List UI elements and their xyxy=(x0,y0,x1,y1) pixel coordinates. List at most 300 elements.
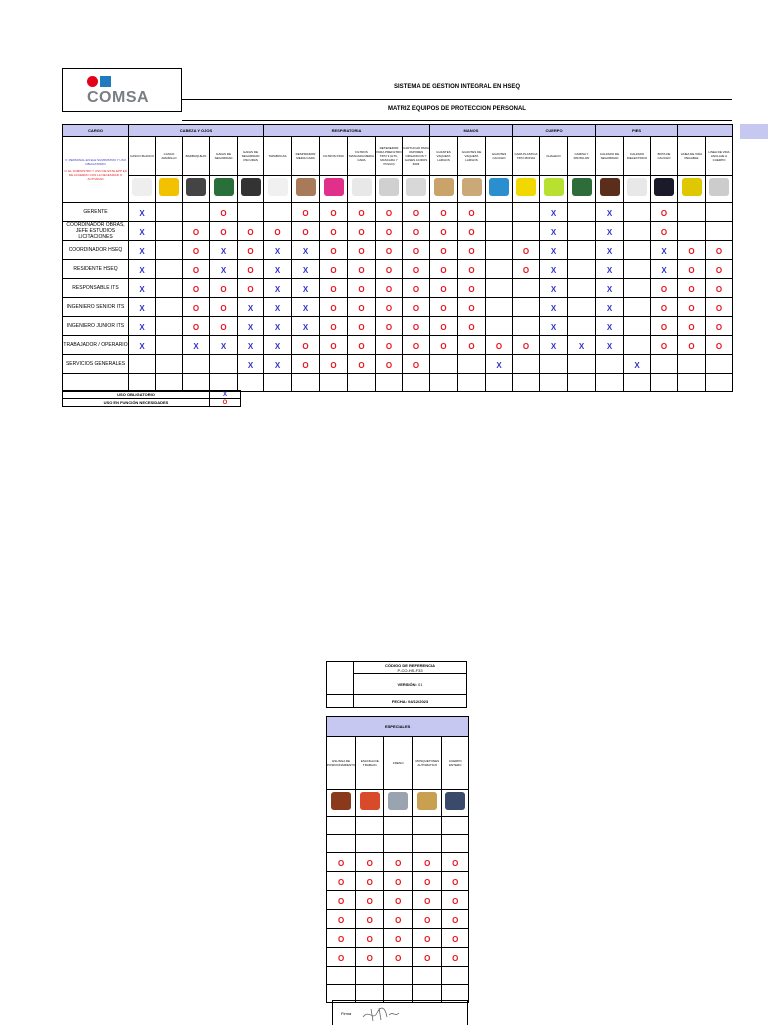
mandatory-mark: X xyxy=(634,361,640,370)
equipment-icon xyxy=(516,178,536,196)
ref-version-value: 01 xyxy=(418,681,423,687)
matrix-cell xyxy=(320,222,348,241)
special-cell xyxy=(413,948,442,967)
optional-mark: O xyxy=(366,935,373,944)
mandatory-mark: X xyxy=(550,304,557,313)
matrix-cell xyxy=(596,336,624,355)
matrix-cell xyxy=(210,374,238,392)
special-cell xyxy=(356,872,384,891)
matrix-cell xyxy=(651,241,678,260)
matrix-cell xyxy=(376,317,403,336)
mandatory-mark: X xyxy=(193,342,199,351)
special-cell xyxy=(327,872,356,891)
optional-mark: O xyxy=(452,878,459,887)
equipment-name: CARTUCHO PARA VAPORES ORGANICOS Y GASES ACIDOS 6003 xyxy=(403,137,430,176)
optional-mark: O xyxy=(412,304,420,313)
legend-note-mandatory: X: PERSONAL EN ELE SUMINISTRO Y USO OBLIGATORIO xyxy=(64,158,127,166)
equipment-icon-cell xyxy=(540,176,568,203)
special-cell xyxy=(384,817,413,835)
optional-mark: O xyxy=(247,266,254,275)
special-cell xyxy=(413,891,442,910)
matrix-cell xyxy=(320,298,348,317)
equipment-name: FILTROS MASCARA MEDIA CARA xyxy=(348,137,376,176)
role-row xyxy=(63,336,733,355)
matrix-cell xyxy=(568,279,596,298)
special-cell xyxy=(384,835,413,853)
matrix-cell xyxy=(348,336,376,355)
matrix-cell xyxy=(183,203,210,222)
optional-mark: O xyxy=(395,916,402,925)
special-cell xyxy=(442,929,469,948)
equipment-icon xyxy=(682,178,702,196)
optional-mark: O xyxy=(660,285,668,294)
mandatory-mark: X xyxy=(606,209,613,218)
matrix-cell xyxy=(624,336,651,355)
matrix-cell xyxy=(596,317,624,336)
equipment-icon xyxy=(627,178,647,196)
mandatory-mark: X xyxy=(139,266,145,275)
optional-mark: O xyxy=(715,285,723,294)
equipment-name: CAMISA Y PANTALON xyxy=(568,137,596,176)
optional-mark: O xyxy=(468,323,475,332)
matrix-cell xyxy=(376,374,403,392)
special-cell xyxy=(442,948,469,967)
matrix-cell xyxy=(210,317,238,336)
optional-mark: O xyxy=(220,285,227,294)
optional-mark: O xyxy=(660,228,668,237)
matrix-cell xyxy=(678,355,706,374)
matrix-cell xyxy=(292,241,320,260)
matrix-cell xyxy=(651,203,678,222)
matrix-cell xyxy=(320,260,348,279)
matrix-cell xyxy=(540,355,568,374)
optional-mark: O xyxy=(440,304,447,313)
legend-mark: O xyxy=(222,399,228,406)
matrix-cell xyxy=(678,260,706,279)
special-cell xyxy=(413,929,442,948)
matrix-cell xyxy=(129,260,156,279)
matrix-cell xyxy=(129,336,156,355)
role-row xyxy=(63,222,733,241)
special-cell xyxy=(327,929,356,948)
special-cell xyxy=(356,853,384,872)
matrix-cell xyxy=(403,355,430,374)
equipment-name: CALZADO DIELECTRICO xyxy=(624,137,651,176)
equipment-icon xyxy=(268,178,288,196)
special-cell xyxy=(327,967,356,985)
equipment-icon xyxy=(544,178,564,196)
mandatory-mark: X xyxy=(247,361,254,370)
equipment-icon-cell xyxy=(348,176,376,203)
optional-mark: O xyxy=(452,954,459,963)
matrix-cell xyxy=(458,317,486,336)
matrix-cell xyxy=(156,374,183,392)
matrix-cell xyxy=(156,279,183,298)
optional-mark: O xyxy=(715,247,723,256)
legend-mark-cell xyxy=(210,391,241,399)
special-equipment-icon xyxy=(331,792,351,810)
role-name: GERENTE xyxy=(63,203,129,222)
optional-mark: O xyxy=(395,897,402,906)
matrix-cell xyxy=(292,298,320,317)
document-reference-table xyxy=(326,661,467,708)
role-row xyxy=(63,260,733,279)
mandatory-mark: X xyxy=(550,285,557,294)
equipment-icon-cell xyxy=(458,176,486,203)
mandatory-mark: X xyxy=(302,304,309,313)
special-cell xyxy=(327,817,356,835)
legend-label: USO EN FUNCIÓN NECESIDADES xyxy=(63,399,210,407)
matrix-cell xyxy=(624,317,651,336)
matrix-cell xyxy=(513,222,540,241)
matrix-cell xyxy=(568,222,596,241)
matrix-cell xyxy=(129,241,156,260)
optional-mark: O xyxy=(688,342,695,351)
matrix-cell xyxy=(403,260,430,279)
optional-mark: O xyxy=(424,916,431,925)
matrix-cell xyxy=(651,355,678,374)
matrix-cell xyxy=(596,355,624,374)
matrix-cell xyxy=(348,222,376,241)
optional-mark: O xyxy=(330,266,337,275)
signature-icon xyxy=(361,1005,401,1023)
special-cell xyxy=(384,853,413,872)
optional-mark: O xyxy=(338,916,345,925)
equipment-name: CHALECO xyxy=(540,137,568,176)
matrix-cell xyxy=(238,355,264,374)
matrix-cell xyxy=(486,222,513,241)
special-cell xyxy=(442,817,469,835)
equipment-icon-cell xyxy=(320,176,348,203)
matrix-cell xyxy=(458,374,486,392)
document-header xyxy=(182,68,732,122)
matrix-cell xyxy=(513,241,540,260)
mandatory-mark: X xyxy=(550,266,557,275)
special-cell xyxy=(327,891,356,910)
special-cell xyxy=(356,929,384,948)
special-equipment-icon xyxy=(388,792,408,810)
optional-mark: O xyxy=(440,247,447,256)
matrix-cell xyxy=(568,355,596,374)
special-row xyxy=(327,835,469,853)
equipment-name: BOTA DE CAUCHO xyxy=(651,137,678,176)
matrix-cell xyxy=(210,355,238,374)
equipment-icon xyxy=(324,178,344,196)
epp-matrix-table xyxy=(62,124,733,392)
equipment-icon xyxy=(572,178,592,196)
optional-mark: O xyxy=(385,285,393,294)
matrix-cell xyxy=(540,317,568,336)
optional-mark: O xyxy=(192,304,200,313)
matrix-cell xyxy=(458,241,486,260)
optional-mark: O xyxy=(385,228,393,237)
optional-mark: O xyxy=(330,304,337,313)
optional-mark: O xyxy=(424,935,431,944)
equipment-icon-cell xyxy=(129,176,156,203)
mandatory-mark: X xyxy=(606,228,613,237)
role-row xyxy=(63,374,733,392)
optional-mark: O xyxy=(395,859,402,868)
matrix-cell xyxy=(292,374,320,392)
equipment-icon xyxy=(296,178,316,196)
equipment-icon-cell xyxy=(183,176,210,203)
special-cell xyxy=(442,872,469,891)
matrix-cell xyxy=(706,317,733,336)
matrix-cell xyxy=(678,203,706,222)
role-name: TRABAJADOR / OPERARIO xyxy=(63,336,129,355)
matrix-cell xyxy=(540,203,568,222)
matrix-cell xyxy=(264,374,292,392)
mandatory-mark: X xyxy=(302,247,309,256)
matrix-cell xyxy=(348,317,376,336)
special-equipment-icon xyxy=(445,792,465,810)
optional-mark: O xyxy=(688,304,695,313)
matrix-cell xyxy=(678,241,706,260)
matrix-cell xyxy=(210,260,238,279)
optional-mark: O xyxy=(358,323,365,332)
matrix-cell xyxy=(376,241,403,260)
role-name xyxy=(63,374,129,392)
special-category-header: ESPECIALES xyxy=(327,717,469,737)
optional-mark: O xyxy=(220,304,227,313)
matrix-cell xyxy=(264,203,292,222)
matrix-cell xyxy=(183,222,210,241)
mandatory-mark: X xyxy=(274,285,281,294)
matrix-cell xyxy=(513,260,540,279)
special-icon-cell xyxy=(327,790,356,817)
optional-mark: O xyxy=(688,247,695,256)
mandatory-mark: X xyxy=(550,209,557,218)
matrix-cell xyxy=(540,260,568,279)
matrix-cell xyxy=(513,203,540,222)
equipment-name: FILTROS P100 xyxy=(320,137,348,176)
matrix-cell xyxy=(264,355,292,374)
matrix-cell xyxy=(264,317,292,336)
matrix-cell xyxy=(596,374,624,392)
optional-mark: O xyxy=(412,361,420,370)
matrix-cell xyxy=(513,336,540,355)
matrix-cell xyxy=(129,279,156,298)
optional-mark: O xyxy=(660,323,668,332)
equipment-icon xyxy=(600,178,620,196)
role-name: RESPONSABLE ITS xyxy=(63,279,129,298)
logo-text: COMSA xyxy=(87,89,150,106)
equipment-icon-cell xyxy=(156,176,183,203)
matrix-cell xyxy=(292,317,320,336)
signature-label: Firma xyxy=(341,1011,352,1016)
matrix-cell xyxy=(458,336,486,355)
mandatory-mark: X xyxy=(606,285,613,294)
special-equipment-icon xyxy=(360,792,380,810)
special-equipment-icon xyxy=(417,792,437,810)
matrix-cell xyxy=(540,279,568,298)
matrix-cell xyxy=(210,203,238,222)
equipment-icon-cell xyxy=(596,176,624,203)
mandatory-mark: X xyxy=(139,228,145,237)
legend-row xyxy=(63,391,241,399)
matrix-cell xyxy=(210,298,238,317)
equipment-icon xyxy=(379,178,399,196)
equipment-icon xyxy=(709,178,729,196)
special-icon-cell xyxy=(413,790,442,817)
role-name: INGENIERO SENIOR ITS xyxy=(63,298,129,317)
legend-row xyxy=(63,399,241,407)
optional-mark: O xyxy=(330,209,337,218)
matrix-cell xyxy=(403,317,430,336)
matrix-cell xyxy=(320,374,348,392)
equipment-icon-cell xyxy=(292,176,320,203)
matrix-cell xyxy=(320,279,348,298)
matrix-cell xyxy=(183,317,210,336)
matrix-cell xyxy=(348,298,376,317)
matrix-cell xyxy=(678,336,706,355)
matrix-cell xyxy=(403,222,430,241)
optional-mark: O xyxy=(468,209,475,218)
role-name: INGENIERO JUNIOR ITS xyxy=(63,317,129,336)
equipment-name: CALZADO DE SEGURIDAD xyxy=(596,137,624,176)
optional-mark: O xyxy=(395,878,402,887)
matrix-cell xyxy=(403,279,430,298)
matrix-cell xyxy=(430,336,458,355)
matrix-cell xyxy=(376,222,403,241)
optional-mark: O xyxy=(424,897,431,906)
ref-code-value: P-CO-HS-F33 xyxy=(397,667,423,673)
matrix-cell xyxy=(348,355,376,374)
optional-mark: O xyxy=(468,304,475,313)
company-logo xyxy=(62,68,182,112)
optional-mark: O xyxy=(220,228,227,237)
special-cell xyxy=(442,910,469,929)
role-name: COORDINADOR HSEQ xyxy=(63,241,129,260)
matrix-cell xyxy=(651,260,678,279)
special-cell xyxy=(384,910,413,929)
special-equipment-name: ESLINGA DE TRABAJO xyxy=(356,737,384,790)
optional-mark: O xyxy=(385,342,393,351)
matrix-cell xyxy=(596,203,624,222)
optional-mark: O xyxy=(412,342,420,351)
optional-mark: O xyxy=(715,304,723,313)
matrix-cell xyxy=(348,241,376,260)
matrix-cell xyxy=(320,241,348,260)
matrix-cell xyxy=(430,279,458,298)
optional-mark: O xyxy=(440,209,447,218)
matrix-cell xyxy=(376,203,403,222)
optional-mark: O xyxy=(385,304,393,313)
matrix-cell xyxy=(706,260,733,279)
equipment-icon xyxy=(214,178,234,196)
matrix-cell xyxy=(156,203,183,222)
matrix-cell xyxy=(540,241,568,260)
matrix-cell xyxy=(238,336,264,355)
special-cell xyxy=(413,910,442,929)
matrix-cell xyxy=(430,317,458,336)
matrix-cell xyxy=(183,260,210,279)
matrix-cell xyxy=(376,279,403,298)
matrix-cell xyxy=(376,260,403,279)
optional-mark: O xyxy=(424,878,431,887)
side-tab xyxy=(740,124,768,139)
special-cell xyxy=(384,948,413,967)
ref-version-cell xyxy=(354,674,467,695)
matrix-cell xyxy=(238,260,264,279)
equipment-icon xyxy=(186,178,206,196)
optional-mark: O xyxy=(468,285,475,294)
optional-mark: O xyxy=(338,859,345,868)
optional-mark: O xyxy=(385,323,393,332)
matrix-cell xyxy=(183,355,210,374)
equipment-icon-cell xyxy=(210,176,238,203)
equipment-name: GAFAS DE SEGURIDAD OSCURAS xyxy=(238,137,264,176)
matrix-cell xyxy=(706,203,733,222)
mandatory-mark: X xyxy=(550,247,557,256)
optional-mark: O xyxy=(302,209,309,218)
matrix-cell xyxy=(706,336,733,355)
mandatory-mark: X xyxy=(302,266,309,275)
matrix-cell xyxy=(210,222,238,241)
mandatory-mark: X xyxy=(661,247,667,256)
optional-mark: O xyxy=(358,361,365,370)
matrix-cell xyxy=(403,203,430,222)
matrix-cell xyxy=(238,279,264,298)
special-cell xyxy=(356,910,384,929)
matrix-cell xyxy=(596,298,624,317)
optional-mark: O xyxy=(192,247,200,256)
role-row xyxy=(63,241,733,260)
matrix-cell xyxy=(651,279,678,298)
matrix-cell xyxy=(458,203,486,222)
matrix-cell xyxy=(568,298,596,317)
matrix-cell xyxy=(430,374,458,392)
optional-mark: O xyxy=(330,361,337,370)
optional-mark: O xyxy=(412,247,420,256)
matrix-cell xyxy=(540,298,568,317)
matrix-cell xyxy=(706,374,733,392)
category-header: MANOS xyxy=(430,125,513,137)
matrix-cell xyxy=(156,222,183,241)
optional-mark: O xyxy=(452,916,459,925)
matrix-cell xyxy=(706,279,733,298)
special-cell xyxy=(384,929,413,948)
equipment-name: BARBUQUEJO xyxy=(183,137,210,176)
category-header xyxy=(678,125,733,137)
special-row xyxy=(327,853,469,872)
special-names-row xyxy=(327,737,469,790)
matrix-cell xyxy=(624,374,651,392)
optional-mark: O xyxy=(468,342,475,351)
optional-mark: O xyxy=(220,323,227,332)
matrix-cell xyxy=(540,336,568,355)
special-cell xyxy=(356,948,384,967)
optional-mark: O xyxy=(688,285,695,294)
legend-mark: X xyxy=(222,391,227,398)
equipment-icon-cell xyxy=(430,176,458,203)
special-cell xyxy=(327,835,356,853)
matrix-cell xyxy=(651,336,678,355)
matrix-cell xyxy=(238,374,264,392)
optional-mark: O xyxy=(192,323,200,332)
ref-code-label: CÓDIGO DE REFERENCIA xyxy=(384,662,435,668)
optional-mark: O xyxy=(468,247,475,256)
matrix-cell xyxy=(486,298,513,317)
matrix-cell xyxy=(238,298,264,317)
matrix-cell xyxy=(651,374,678,392)
mandatory-mark: X xyxy=(606,247,613,256)
optional-mark: O xyxy=(412,209,420,218)
optional-mark: O xyxy=(330,285,337,294)
matrix-cell xyxy=(320,355,348,374)
mandatory-mark: X xyxy=(220,266,227,275)
matrix-cell xyxy=(486,374,513,392)
